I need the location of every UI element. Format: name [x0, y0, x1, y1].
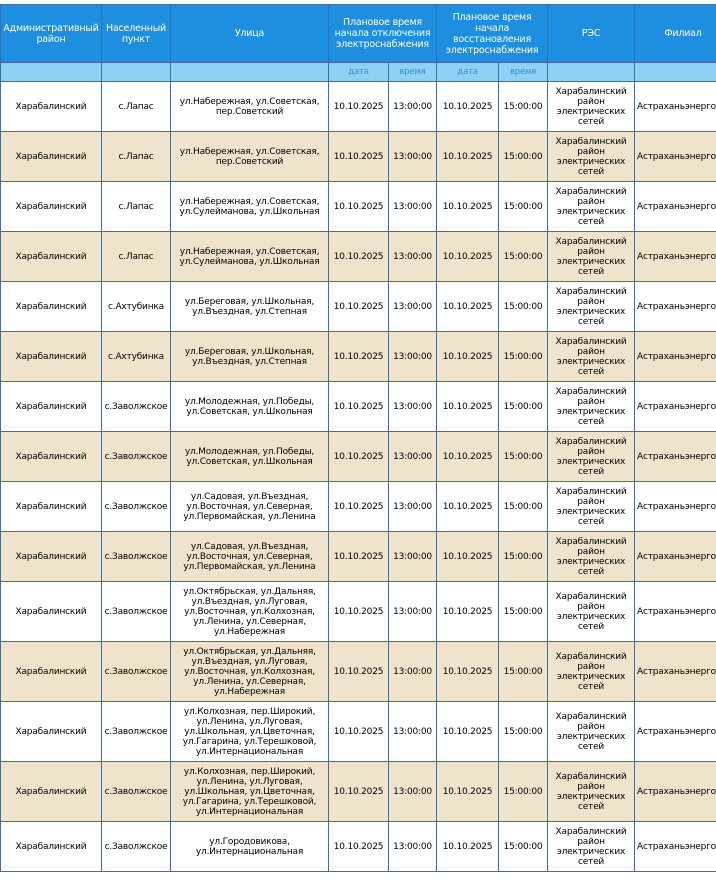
- cell-on-time: 15:00:00: [499, 642, 548, 702]
- cell-off-date: 10.10.2025: [329, 702, 389, 762]
- cell-res: Харабалинский район электрических сетей: [548, 382, 635, 432]
- table-row: [1, 642, 716, 702]
- subheader-empty: [102, 63, 171, 82]
- cell-district: Харабалинский: [1, 382, 102, 432]
- table-row: [1, 132, 716, 182]
- cell-off-date: 10.10.2025: [329, 282, 389, 332]
- cell-district: Харабалинский: [1, 282, 102, 332]
- cell-street: ул.Садовая, ул.Въездная, ул.Восточная, ул.Северная, ул.Первомайская, ул.Ленина: [171, 532, 329, 582]
- cell-on-time: 15:00:00: [499, 282, 548, 332]
- cell-locality: с.Заволжское: [102, 432, 171, 482]
- header-row: [1, 5, 716, 63]
- cell-off-time: 13:00:00: [389, 702, 437, 762]
- cell-off-date: 10.10.2025: [329, 762, 389, 822]
- cell-on-time: 15:00:00: [499, 132, 548, 182]
- cell-off-date: 10.10.2025: [329, 582, 389, 642]
- cell-district: Харабалинский: [1, 232, 102, 282]
- subheader-off-time: время: [389, 63, 437, 82]
- cell-street: ул.Колхозная, пер.Широкий, ул.Ленина, ул.Луговая, ул.Школьная, ул.Цветочная, ул.Гагарина, ул.Терешковой, ул.Интернациональная: [171, 762, 329, 822]
- cell-branch: Астраханьэнерго: [635, 282, 716, 332]
- cell-on-time: 15:00:00: [499, 432, 548, 482]
- cell-off-time: 13:00:00: [389, 332, 437, 382]
- cell-on-time: 15:00:00: [499, 382, 548, 432]
- cell-res: Харабалинский район электрических сетей: [548, 232, 635, 282]
- table-row: [1, 182, 716, 232]
- table-row: [1, 332, 716, 382]
- cell-on-date: 10.10.2025: [437, 702, 499, 762]
- cell-off-date: 10.10.2025: [329, 182, 389, 232]
- cell-locality: с.Заволжское: [102, 822, 171, 872]
- cell-on-date: 10.10.2025: [437, 282, 499, 332]
- cell-off-time: 13:00:00: [389, 382, 437, 432]
- cell-district: Харабалинский: [1, 482, 102, 532]
- table-row: [1, 432, 716, 482]
- header-district: Административный район: [1, 5, 102, 63]
- subheader-off-date: дата: [329, 63, 389, 82]
- cell-locality: с.Ахтубинка: [102, 332, 171, 382]
- table-row: [1, 482, 716, 532]
- cell-res: Харабалинский район электрических сетей: [548, 532, 635, 582]
- subheader-on-time: время: [499, 63, 548, 82]
- header-on-time: Плановое время начала восстановления электроснабжения: [437, 5, 548, 63]
- cell-street: ул.Октябрьская, ул.Дальняя, ул.Въездная, ул.Луговая, ул.Восточная, ул.Колхозная, ул.Ленина, ул.Северная, ул.Набережная: [171, 582, 329, 642]
- cell-street: ул.Береговая, ул.Школьная, ул.Въездная, ул.Степная: [171, 282, 329, 332]
- cell-off-date: 10.10.2025: [329, 532, 389, 582]
- cell-street: ул.Набережная, ул.Советская, пер.Советский: [171, 82, 329, 132]
- cell-branch: Астраханьэнерго: [635, 332, 716, 382]
- cell-on-time: 15:00:00: [499, 532, 548, 582]
- cell-on-time: 15:00:00: [499, 182, 548, 232]
- cell-off-time: 13:00:00: [389, 182, 437, 232]
- cell-branch: Астраханьэнерго: [635, 382, 716, 432]
- cell-res: Харабалинский район электрических сетей: [548, 822, 635, 872]
- table-row: [1, 582, 716, 642]
- table-row: [1, 822, 716, 872]
- cell-off-time: 13:00:00: [389, 532, 437, 582]
- table-row: [1, 702, 716, 762]
- cell-district: Харабалинский: [1, 582, 102, 642]
- cell-locality: с.Заволжское: [102, 382, 171, 432]
- cell-on-date: 10.10.2025: [437, 482, 499, 532]
- cell-locality: с.Лапас: [102, 232, 171, 282]
- cell-street: ул.Набережная, ул.Советская, ул.Сулейманова, ул.Школьная: [171, 182, 329, 232]
- cell-on-date: 10.10.2025: [437, 822, 499, 872]
- cell-on-time: 15:00:00: [499, 482, 548, 532]
- cell-on-date: 10.10.2025: [437, 432, 499, 482]
- cell-on-date: 10.10.2025: [437, 182, 499, 232]
- table-row: [1, 762, 716, 822]
- cell-on-date: 10.10.2025: [437, 382, 499, 432]
- table-row: [1, 532, 716, 582]
- cell-off-time: 13:00:00: [389, 132, 437, 182]
- cell-district: Харабалинский: [1, 702, 102, 762]
- cell-res: Харабалинский район электрических сетей: [548, 82, 635, 132]
- cell-locality: с.Ахтубинка: [102, 282, 171, 332]
- header-branch: Филиал: [635, 5, 716, 63]
- cell-district: Харабалинский: [1, 82, 102, 132]
- cell-locality: с.Заволжское: [102, 642, 171, 702]
- table-row: [1, 232, 716, 282]
- cell-branch: Астраханьэнерго: [635, 642, 716, 702]
- cell-off-time: 13:00:00: [389, 82, 437, 132]
- subheader-empty: [635, 63, 716, 82]
- cell-district: Харабалинский: [1, 332, 102, 382]
- subheader-empty: [171, 63, 329, 82]
- table-row: [1, 382, 716, 432]
- cell-street: ул.Садовая, ул.Въездная, ул.Восточная, ул.Северная, ул.Первомайская, ул.Ленина: [171, 482, 329, 532]
- cell-on-time: 15:00:00: [499, 822, 548, 872]
- cell-off-time: 13:00:00: [389, 582, 437, 642]
- cell-district: Харабалинский: [1, 822, 102, 872]
- cell-district: Харабалинский: [1, 762, 102, 822]
- cell-district: Харабалинский: [1, 432, 102, 482]
- cell-locality: с.Лапас: [102, 182, 171, 232]
- cell-off-date: 10.10.2025: [329, 482, 389, 532]
- cell-district: Харабалинский: [1, 182, 102, 232]
- header-res: РЭС: [548, 5, 635, 63]
- cell-district: Харабалинский: [1, 532, 102, 582]
- cell-on-date: 10.10.2025: [437, 762, 499, 822]
- cell-branch: Астраханьэнерго: [635, 82, 716, 132]
- cell-locality: с.Заволжское: [102, 702, 171, 762]
- cell-off-date: 10.10.2025: [329, 822, 389, 872]
- cell-off-time: 13:00:00: [389, 282, 437, 332]
- cell-on-time: 15:00:00: [499, 82, 548, 132]
- cell-res: Харабалинский район электрических сетей: [548, 182, 635, 232]
- cell-street: ул.Молодежная, ул.Победы, ул.Советская, ул.Школьная: [171, 432, 329, 482]
- cell-off-time: 13:00:00: [389, 642, 437, 702]
- subheader-on-date: дата: [437, 63, 499, 82]
- subheader-row: [1, 63, 716, 82]
- cell-off-date: 10.10.2025: [329, 382, 389, 432]
- subheader-empty: [548, 63, 635, 82]
- cell-district: Харабалинский: [1, 132, 102, 182]
- table-row: [1, 82, 716, 132]
- cell-off-time: 13:00:00: [389, 822, 437, 872]
- cell-on-date: 10.10.2025: [437, 232, 499, 282]
- header-off-time: Плановое время начала отключения электроснабжения: [329, 5, 437, 63]
- cell-on-time: 15:00:00: [499, 582, 548, 642]
- cell-locality: с.Лапас: [102, 132, 171, 182]
- header-locality: Населенный пункт: [102, 5, 171, 63]
- cell-street: ул.Колхозная, пер.Широкий, ул.Ленина, ул.Луговая, ул.Школьная, ул.Цветочная, ул.Гагарина, ул.Терешковой, ул.Интернациональная: [171, 702, 329, 762]
- cell-street: ул.Октябрьская, ул.Дальняя, ул.Въездная, ул.Луговая, ул.Восточная, ул.Колхозная, ул.Ленина, ул.Северная, ул.Набережная: [171, 642, 329, 702]
- cell-res: Харабалинский район электрических сетей: [548, 582, 635, 642]
- cell-off-time: 13:00:00: [389, 762, 437, 822]
- outage-schedule-table: [0, 4, 716, 872]
- cell-off-time: 13:00:00: [389, 432, 437, 482]
- cell-res: Харабалинский район электрических сетей: [548, 282, 635, 332]
- cell-on-time: 15:00:00: [499, 762, 548, 822]
- cell-off-time: 13:00:00: [389, 482, 437, 532]
- cell-district: Харабалинский: [1, 642, 102, 702]
- cell-on-date: 10.10.2025: [437, 82, 499, 132]
- cell-res: Харабалинский район электрических сетей: [548, 432, 635, 482]
- cell-branch: Астраханьэнерго: [635, 232, 716, 282]
- cell-res: Харабалинский район электрических сетей: [548, 332, 635, 382]
- cell-locality: с.Заволжское: [102, 532, 171, 582]
- cell-on-time: 15:00:00: [499, 332, 548, 382]
- cell-res: Харабалинский район электрических сетей: [548, 762, 635, 822]
- cell-on-time: 15:00:00: [499, 702, 548, 762]
- cell-off-date: 10.10.2025: [329, 132, 389, 182]
- cell-branch: Астраханьэнерго: [635, 762, 716, 822]
- cell-locality: с.Лапас: [102, 82, 171, 132]
- cell-on-date: 10.10.2025: [437, 332, 499, 382]
- cell-on-date: 10.10.2025: [437, 582, 499, 642]
- table-row: [1, 282, 716, 332]
- header-street: Улица: [171, 5, 329, 63]
- subheader-empty: [1, 63, 102, 82]
- cell-on-time: 15:00:00: [499, 232, 548, 282]
- cell-res: Харабалинский район электрических сетей: [548, 702, 635, 762]
- cell-on-date: 10.10.2025: [437, 532, 499, 582]
- cell-on-date: 10.10.2025: [437, 642, 499, 702]
- cell-street: ул.Набережная, ул.Советская, ул.Сулейманова, ул.Школьная: [171, 232, 329, 282]
- cell-branch: Астраханьэнерго: [635, 532, 716, 582]
- cell-branch: Астраханьэнерго: [635, 132, 716, 182]
- cell-on-date: 10.10.2025: [437, 132, 499, 182]
- cell-off-date: 10.10.2025: [329, 332, 389, 382]
- cell-branch: Астраханьэнерго: [635, 432, 716, 482]
- cell-res: Харабалинский район электрических сетей: [548, 132, 635, 182]
- cell-off-date: 10.10.2025: [329, 642, 389, 702]
- cell-street: ул.Городовикова, ул.Интернациональная: [171, 822, 329, 872]
- cell-res: Харабалинский район электрических сетей: [548, 642, 635, 702]
- cell-off-date: 10.10.2025: [329, 232, 389, 282]
- cell-off-time: 13:00:00: [389, 232, 437, 282]
- cell-locality: с.Заволжское: [102, 482, 171, 532]
- cell-locality: с.Заволжское: [102, 582, 171, 642]
- cell-street: ул.Береговая, ул.Школьная, ул.Въездная, ул.Степная: [171, 332, 329, 382]
- cell-branch: Астраханьэнерго: [635, 582, 716, 642]
- cell-branch: Астраханьэнерго: [635, 182, 716, 232]
- cell-off-date: 10.10.2025: [329, 432, 389, 482]
- cell-off-date: 10.10.2025: [329, 82, 389, 132]
- cell-street: ул.Набережная, ул.Советская, пер.Советский: [171, 132, 329, 182]
- cell-street: ул.Молодежная, ул.Победы, ул.Советская, ул.Школьная: [171, 382, 329, 432]
- cell-branch: Астраханьэнерго: [635, 702, 716, 762]
- cell-locality: с.Заволжское: [102, 762, 171, 822]
- cell-res: Харабалинский район электрических сетей: [548, 482, 635, 532]
- cell-branch: Астраханьэнерго: [635, 482, 716, 532]
- cell-branch: Астраханьэнерго: [635, 822, 716, 872]
